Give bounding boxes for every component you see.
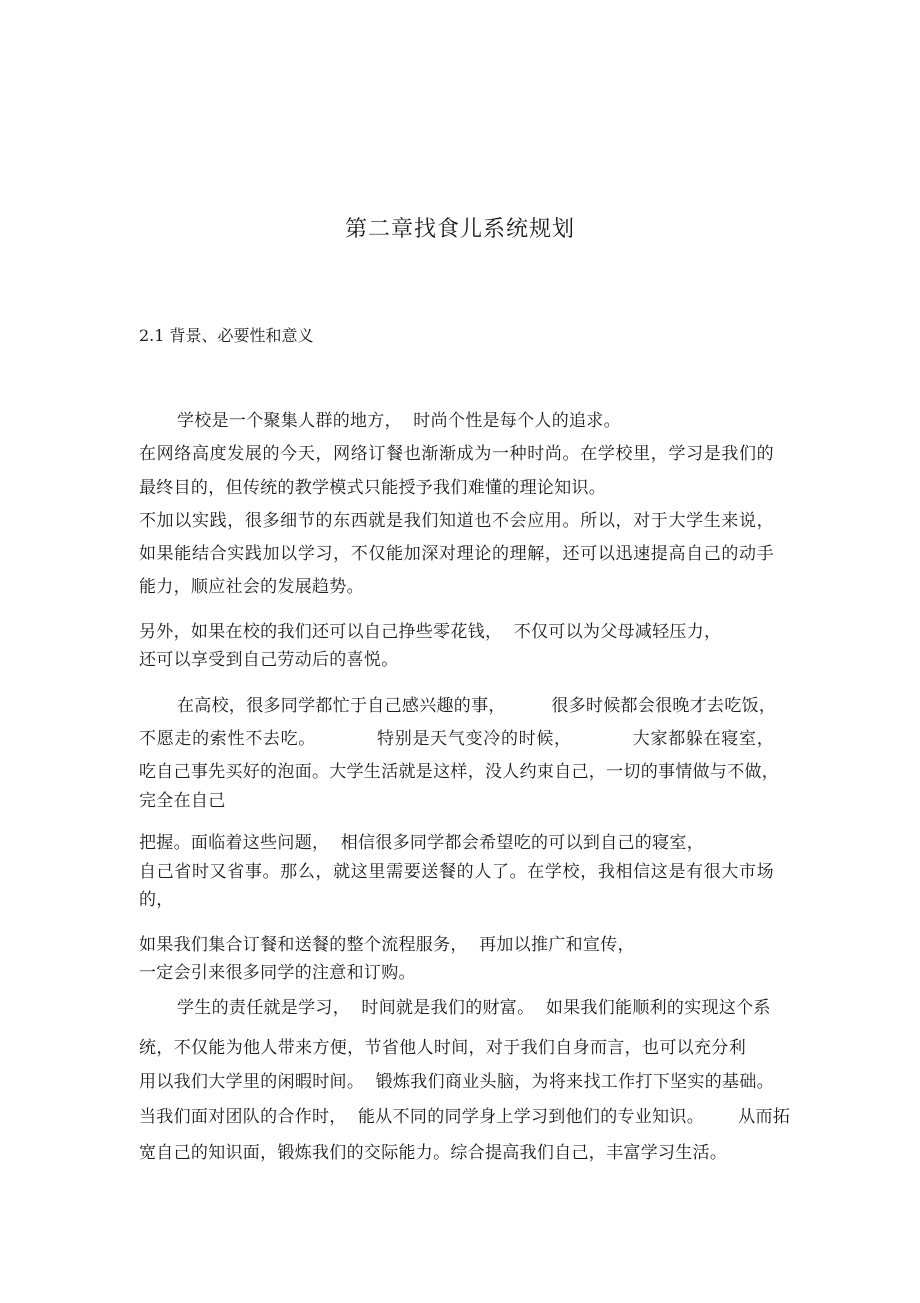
text-line: 在网络高度发展的今天，网络订餐也渐渐成为一种时尚。在学校里，学习是我们的 <box>139 444 774 464</box>
text-line: 完全在自己 <box>139 791 226 811</box>
text-line: 学校是一个聚集人群的地方， 时尚个性是每个人的追求。 <box>177 411 621 431</box>
chapter-title: 第二章找食儿系统规划 <box>344 217 575 242</box>
text-line: 当我们面对团队的合作时， 能从不同的同学身上学习到他们的专业知识。 从而拓 <box>139 1107 791 1127</box>
text-line: 在高校，很多同学都忙于自己感兴趣的事， 很多时候都会很晚才去吃饭， <box>177 696 777 716</box>
text-line: 另外，如果在校的我们还可以自己挣些零花钱， 不仅可以为父母减轻压力， <box>139 622 722 642</box>
text-line: 自己省时又省事。那么，就这里需要送餐的人了。在学校，我相信这是有很大市场 <box>139 862 774 882</box>
text-line: 的， <box>139 890 174 910</box>
text-line: 把握。面临着这些问题， 相信很多同学都会希望吃的可以到自己的寝室， <box>139 833 705 853</box>
text-line: 不愿走的索性不去吃。 特别是天气变冷的时候， 大家都躲在寝室， <box>139 729 774 749</box>
text-line: 用以我们大学里的闲暇时间。 锻炼我们商业头脑，为将来找工作打下坚实的基础。 <box>139 1072 774 1092</box>
text-line: 最终目的，但传统的教学模式只能授予我们难懂的理论知识。 <box>139 478 607 498</box>
text-line: 学生的责任就是学习， 时间就是我们的财富。 如果我们能顺利的实现这个系 <box>177 998 771 1018</box>
text-line: 还可以享受到自己劳动后的喜悦。 <box>139 650 399 670</box>
text-line: 如果能结合实践加以学习，不仅能加深对理论的理解，还可以迅速提高自己的动手 <box>139 544 774 564</box>
text-line: 一定会引来很多同学的注意和订购。 <box>139 963 416 983</box>
text-line: 不加以实践，很多细节的东西就是我们知道也不会应用。所以，对于大学生来说， <box>139 511 774 531</box>
section-heading: 2.1 背景、必要性和意义 <box>139 326 314 345</box>
text-line: 能力，顺应社会的发展趋势。 <box>139 577 364 597</box>
text-line: 吃自己事先买好的泡面。大学生活就是这样，没人约束自己，一切的事情做与不做， <box>139 762 780 782</box>
text-line: 宽自己的知识面，锻炼我们的交际能力。综合提高我们自己，丰富学习生活。 <box>139 1143 728 1163</box>
text-line: 如果我们集合订餐和送餐的整个流程服务， 再加以推广和宣传， <box>139 935 635 955</box>
text-line: 统，不仅能为他人带来方便，节省他人时间，对于我们自身而言，也可以充分利 <box>139 1038 746 1058</box>
